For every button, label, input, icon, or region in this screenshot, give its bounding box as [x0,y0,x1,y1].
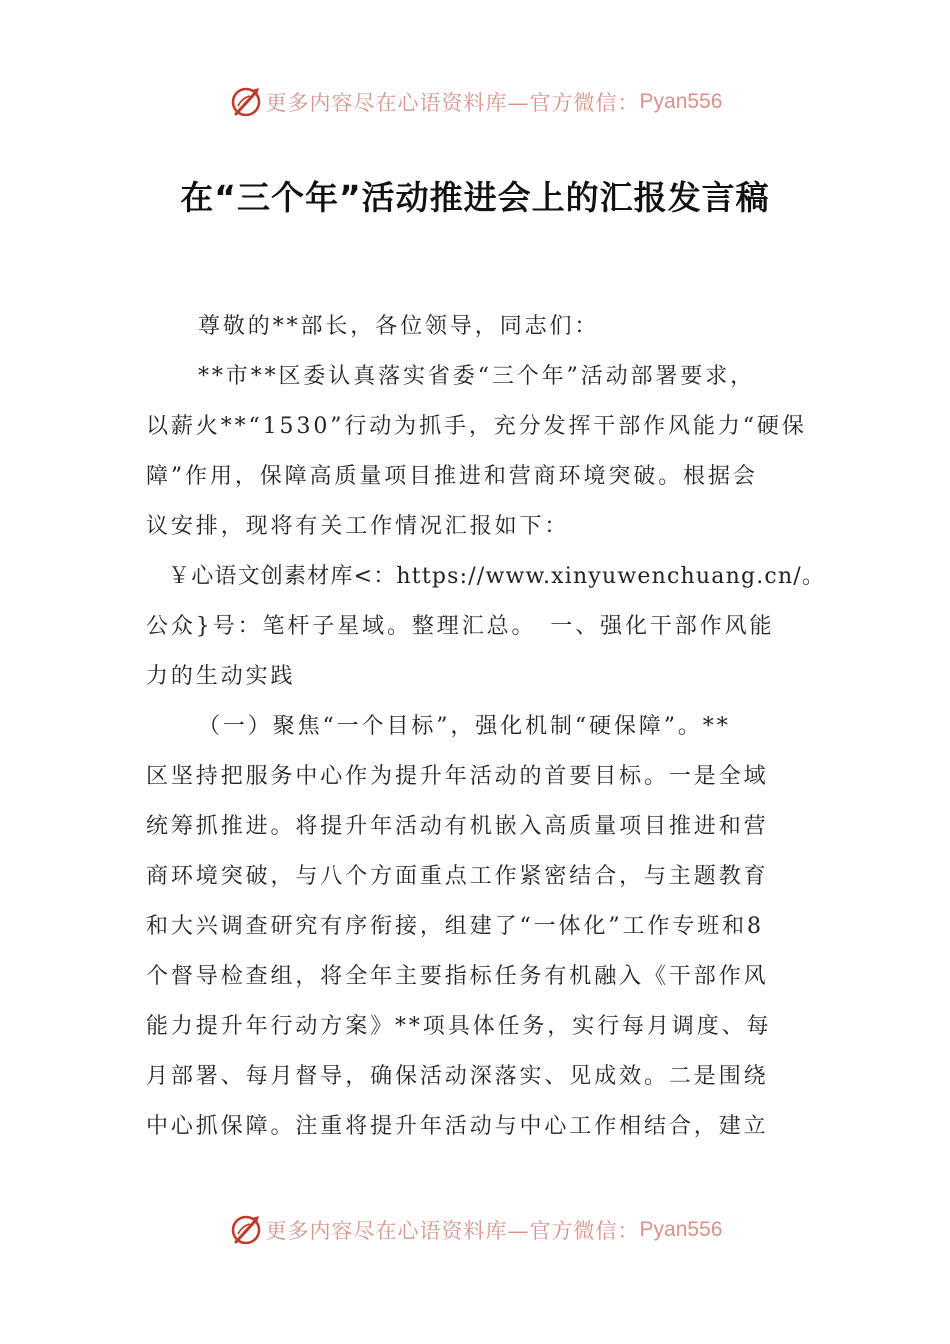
paragraph-line: **市**区委认真落实省委“三个年”活动部署要求， [198,364,755,389]
banner-text: 更多内容尽在心语资料库—官方微信： [265,91,640,115]
salutation-line: 尊敬的**部长，各位领导，同志们： [198,314,600,339]
paragraph-line: 公众}号：笔杆子星域。整理汇总。 一、强化干部作风能 [146,614,775,639]
subsection-heading-line: （一）聚焦“一个目标”，强化机制“硬保障”。** [198,714,731,739]
paragraph-line: 中心抓保障。注重将提升年活动与中心工作相结合，建立 [146,1114,769,1139]
paragraph-line: 区坚持把服务中心作为提升年活动的首要目标。一是全域 [146,764,769,789]
document-title: 在“三个年”活动推进会上的汇报发言稿 [180,178,770,217]
source-line: ￥心语文创素材库<：https://www.xinyuwenchuang.cn/。 [168,564,826,589]
paragraph-line: 商环境突破，与八个方面重点工作紧密结合，与主题教育 [146,864,769,889]
header-watermark-banner [0,80,950,124]
paragraph-line: 以薪火**“1530”行动为抓手，充分发挥干部作风能力“硬保 [146,414,807,439]
paragraph-line: 月部署、每月督导，确保活动深落实、见成效。二是围绕 [146,1064,769,1089]
pen-logo-icon [228,1212,264,1248]
paragraph-line: 统筹抓推进。将提升年活动有机嵌入高质量项目推进和营 [146,814,769,839]
section-heading-line: 力的生动实践 [146,664,296,689]
paragraph-line: 能力提升年行动方案》**项具体任务，实行每月调度、每 [146,1014,772,1039]
paragraph-line: 障”作用，保障高质量项目推进和营商环境突破。根据会 [146,464,758,489]
pen-logo-icon [228,84,264,120]
paragraph-line: 议安排，现将有关工作情况汇报如下： [146,514,570,539]
banner-wechat-id: Pyan556 [639,1218,723,1241]
paragraph-line: 个督导检查组，将全年主要指标任务有机融入《干部作风 [146,964,769,989]
banner-wechat-id: Pyan556 [639,90,723,113]
footer-watermark-banner [0,1208,950,1252]
paragraph-line: 和大兴调查研究有序衔接，组建了“一体化”工作专班和8 [146,914,764,939]
banner-text: 更多内容尽在心语资料库—官方微信： [265,1219,640,1243]
